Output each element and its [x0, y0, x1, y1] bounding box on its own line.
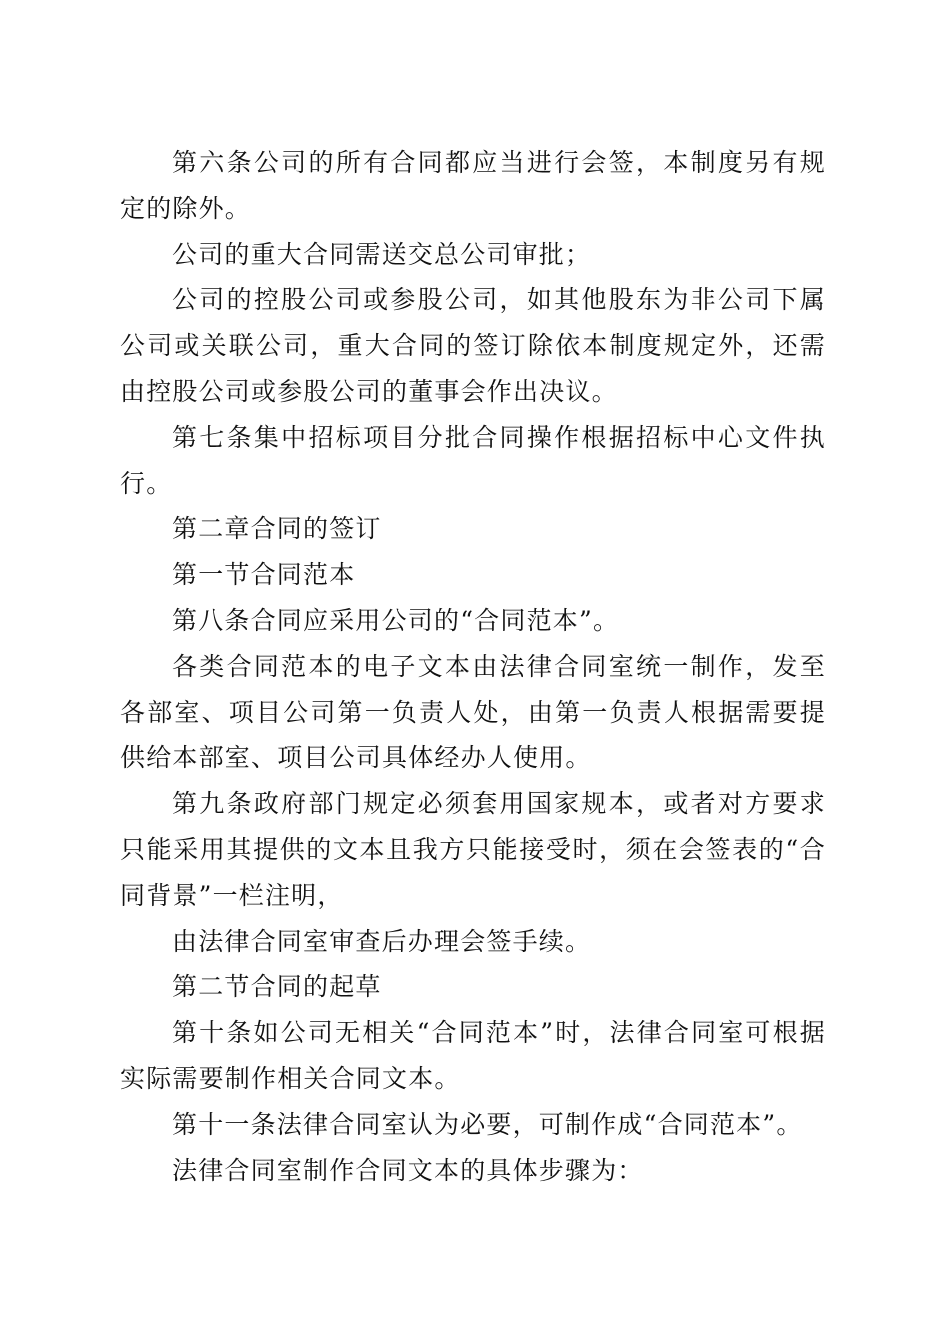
article-10-paragraph: 第十条如公司无相关“合同范本”时，法律合同室可根据实际需要制作相关合同文本。 — [120, 1018, 826, 1093]
article-11-paragraph: 第十一条法律合同室认为必要，可制作成“合同范本”。 — [172, 1109, 803, 1139]
approval-paragraph: 公司的重大合同需送交总公司审批； — [172, 239, 592, 269]
document-body — [120, 140, 826, 1193]
article-7-paragraph: 第七条集中招标项目分批合同操作根据招标中心文件执行。 — [120, 422, 826, 498]
article-8-paragraph: 第八条合同应采用公司的“合同范本”。 — [172, 605, 620, 635]
chapter-2-heading: 第二章合同的签订 — [172, 514, 382, 544]
steps-paragraph: 法律合同室制作合同文本的具体步骤为： — [172, 1155, 644, 1185]
section-2-heading: 第二节合同的起草 — [172, 972, 382, 1002]
article-6-paragraph: 第六条公司的所有合同都应当进行会签，本制度另有规定的除外。 — [120, 148, 826, 223]
section-1-heading: 第一节合同范本 — [172, 560, 356, 590]
subsidiary-paragraph: 公司的控股公司或参股公司，如其他股东为非公司下属公司或关联公司，重大合同的签订除依本制度规定外，还需由控股公司或参股公司的董事会作出决议。 — [120, 285, 826, 406]
template-distribution-paragraph: 各类合同范本的电子文本由法律合同室统一制作，发至各部室、项目公司第一负责人处，由第一负责人根据需要提供给本部室、项目公司具体经办人使用。 — [120, 651, 826, 773]
review-paragraph: 由法律合同室审查后办理会签手续。 — [172, 926, 592, 956]
article-9-paragraph: 第九条政府部门规定必须套用国家规本，或者对方要求只能采用其提供的文本且我方只能接受时，须在会签表的“合同背景”一栏注明， — [120, 789, 826, 910]
